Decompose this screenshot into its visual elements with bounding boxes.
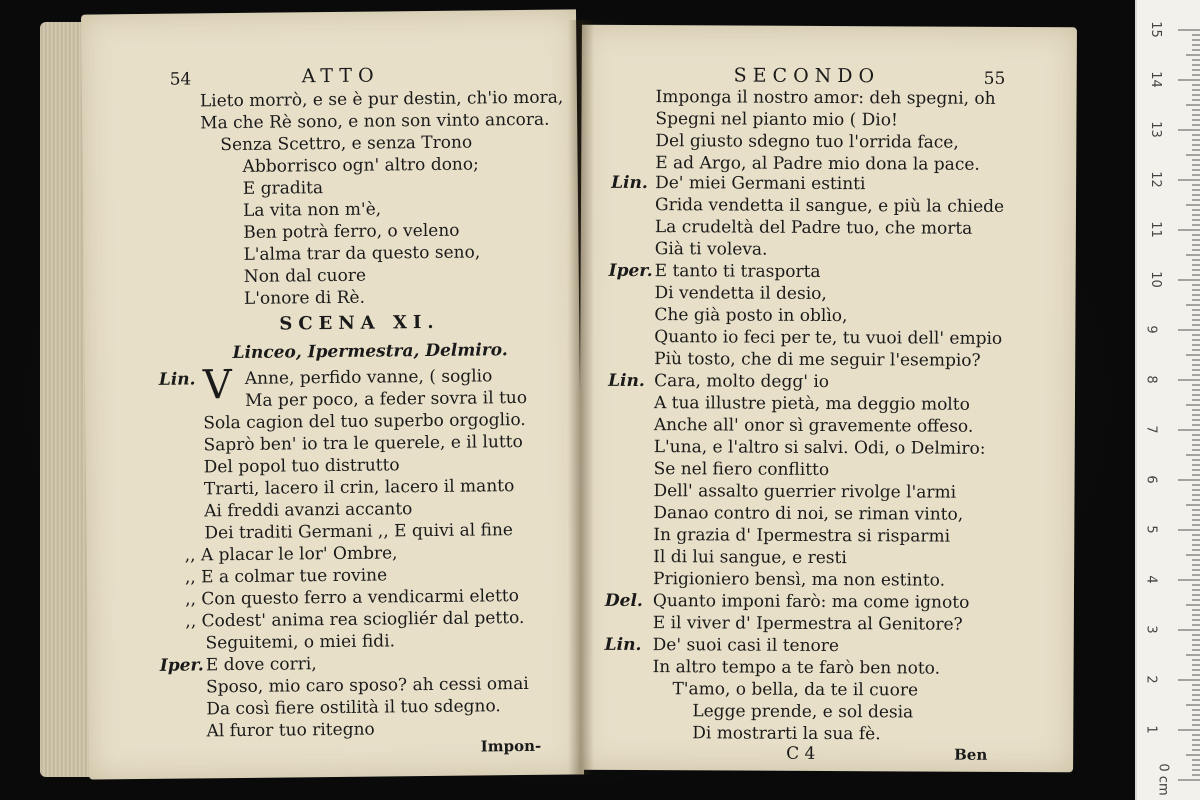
ruler-label: 5 [1143,525,1159,534]
ruler-label: 11 [1147,221,1163,238]
dialogue-line: Ai freddi avanzi accanto [204,499,413,522]
verse-line: Lieto morrò, e se è pur destin, ch'io mora, [199,87,564,112]
speaker-label: Iper. [159,655,204,676]
left-page [81,9,584,779]
verse-line: Danao contro di noi, se riman vinto, [653,503,964,525]
ruler-label: 14 [1147,71,1163,88]
scene-title: SCENA XI. [279,311,440,335]
speaker-label: Lin. [608,370,645,392]
verse-line: De' miei Germani estinti [655,173,866,195]
verse-line: L'una, e l'altro si salvi. Odi, o Delmiro: [653,437,986,459]
verse-line: Ma che Rè sono, e non son vinto ancora. [200,109,550,134]
dialogue-line: Trarti, lacero il crin, lacero il manto [203,476,515,500]
speaker-label: Iper. [608,260,653,282]
ruler-label: 8 [1143,375,1159,384]
ruler-label: 10 [1147,271,1163,288]
ruler-label: 12 [1147,171,1163,188]
verse-line: Che già posto in oblìo, [654,305,848,327]
verse-line: Del giusto sdegno tuo l'orrida face, [655,131,959,153]
ruler-label: 13 [1147,121,1163,138]
verse-line: E ad Argo, al Padre mio dona la pace. [655,153,980,175]
page-number: 55 [983,68,1006,89]
character-list: Linceo, Ipermestra, Delmiro. [232,340,508,364]
dialogue-line: Al furor tuo ritegno [206,719,375,742]
running-head: ATTO [301,64,380,88]
signature-mark: C 4 [786,743,816,764]
dialogue-line: ,, Codest' anima rea sciogliér dal petto. [185,608,525,632]
dialogue-line: Saprò ben' io tra le querele, e il lutto [203,432,523,456]
verse-line: Cara, molto degg' io [654,371,830,393]
speaker-label: Del. [604,590,643,612]
dialogue-line: Sposo, mio caro sposo? ah cessi omai [205,673,529,698]
dialogue-line: Da così fiere ostilità il tuo sdegno. [206,696,501,720]
verse-line: E gradita [242,178,324,199]
verse-line: E tanto ti trasporta [654,261,821,282]
dialogue-line: ,, Con questo ferro a vendicarmi eletto [185,586,520,610]
dialogue-line: Sola cagion del tuo superbo orgoglio. [203,409,526,434]
verse-line: Abborrisco ogn' altro dono; [242,154,479,177]
right-page [578,25,1077,773]
verse-line: T'amo, o bella, da te il cuore [672,679,919,701]
catchword: Impon- [480,736,542,756]
verse-line: La crudeltà del Padre tuo, che morta [654,217,973,239]
verse-line: Se nel fiero conflitto [653,459,830,481]
speaker-label: Lin. [604,634,642,656]
ruler-label: 7 [1143,425,1159,434]
verse-line: Dell' assalto guerrier rivolge l'armi [653,481,957,503]
dialogue-line: Del popol tuo distrutto [203,455,400,478]
dialogue-line: Seguitemi, o miei fidi. [205,631,396,654]
verse-line: Grida vendetta il sangue, e più la chiede [654,195,1005,217]
dialogue-line: Anne, perfido vanne, ( soglio [244,366,493,389]
verse-line: Di mostrarti la sua fè. [692,723,881,745]
ruler-label: 3 [1143,625,1159,634]
verse-line: Anche all' onor sì gravemente offeso. [653,415,974,437]
ruler-label: 2 [1143,675,1159,684]
running-head: SECONDO [733,64,881,88]
ruler-label: 0 cm [1155,763,1171,796]
verse-line: Legge prende, e sol desia [692,701,914,723]
catchword: Ben [954,745,988,764]
verse-line: De' suoi casi il tenore [652,635,840,657]
dialogue-line: ,, A placar le lor' Ombre, [184,543,398,566]
drop-cap: V [202,362,233,409]
ruler-label: 6 [1143,475,1159,484]
dialogue-line: Dei traditi Germani ,, E quivi al fine [204,520,514,544]
verse-line: Spegni nel pianto mio ( Dio! [655,109,898,131]
ruler-label: 15 [1147,21,1163,38]
verse-line: Senza Scettro, e senza Trono [220,132,473,156]
verse-line: E il viver d' Ipermestra al Genitore? [652,613,963,635]
verse-line: Non dal cuore [243,265,367,287]
dialogue-line: E dove corri, [205,654,317,676]
measuring-ruler [1135,0,1200,800]
page-number: 54 [169,69,192,90]
verse-line: In grazia d' Ipermestra si risparmi [653,525,951,547]
verse-line: La vita non m'è, [242,199,382,221]
ruler-label: 4 [1143,575,1159,584]
verse-line: Ben potrà ferro, o veleno [243,220,460,243]
verse-line: A tua illustre pietà, ma deggio molto [653,393,970,415]
verse-line: Imponga il nostro amor: deh spegni, oh [655,87,996,109]
verse-line: Il di lui sangue, e resti [653,547,847,569]
verse-line: L'alma trar da questo seno, [243,242,481,265]
verse-line: Più tosto, che di me seguir l'esempio? [654,349,981,371]
verse-line: Già ti voleva. [654,239,768,260]
ruler-label: 9 [1143,325,1159,334]
verse-line: L'onore di Rè. [243,287,366,309]
dialogue-line: Ma per poco, a feder sovra il tuo [244,387,528,411]
verse-line: Di vendetta il desio, [654,283,827,304]
verse-line: In altro tempo a te farò ben noto. [652,657,941,679]
ruler-label: 1 [1143,725,1159,734]
verse-line: Prigioniero bensì, ma non estinto. [652,569,946,591]
verse-line: Quanto imponi farò: ma come ignoto [652,591,970,613]
speaker-label: Lin. [158,369,196,390]
dialogue-line: ,, E a colmar tue rovine [184,565,388,588]
speaker-label: Lin. [611,172,648,194]
book-gutter [568,20,594,775]
verse-line: Quanto io feci per te, tu vuoi dell' empio [654,327,1003,349]
